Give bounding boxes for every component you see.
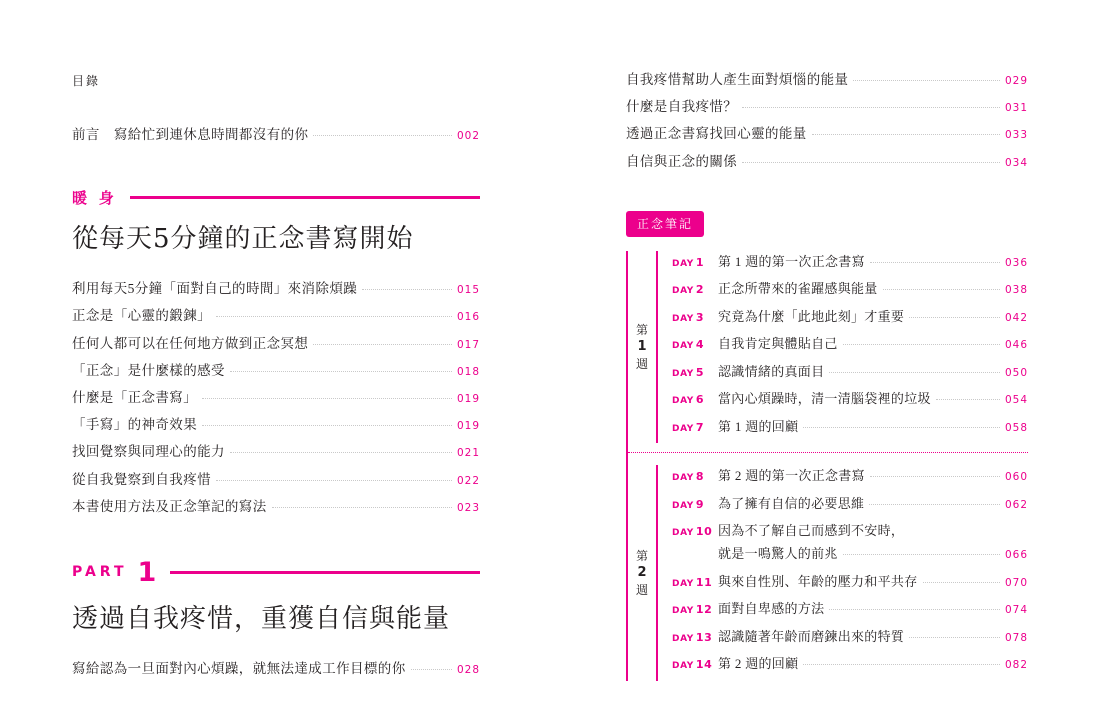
toc-entry-text: 第 2 週的第一次正念書寫 — [718, 468, 865, 484]
toc-entry-text: 自我肯定與體貼自己 — [718, 336, 838, 352]
toc-entry-text-line2: 就是一鳴驚人的前兆 — [718, 546, 838, 562]
week-1-rows — [658, 251, 1028, 444]
list-item[interactable] — [72, 281, 480, 297]
toc-entry-text: 面對自卑感的方法 — [718, 601, 825, 617]
weeks-list — [626, 251, 1028, 681]
toc-entry-page: 017 — [456, 338, 480, 351]
list-item[interactable] — [672, 333, 1028, 352]
list-item[interactable] — [672, 306, 1028, 325]
day-word: DAY — [672, 473, 694, 484]
day-tag — [672, 338, 718, 351]
list-item[interactable] — [672, 653, 1028, 672]
toc-entry-text: 第 1 週的第一次正念書寫 — [718, 253, 865, 269]
toc-entry-text: 什麼是自我疼惜？ — [626, 99, 738, 115]
toc-entry-text: 為了擁有自信的必要思維 — [718, 495, 865, 511]
day-word: DAY — [672, 633, 694, 644]
leader-dots — [870, 262, 1000, 263]
leader-dots — [411, 669, 452, 670]
toc-entry-page: 016 — [456, 311, 480, 324]
day-number: 10 — [695, 525, 713, 539]
toc-entry-page: 050 — [1004, 366, 1028, 379]
toc-entry-page: 015 — [456, 284, 480, 297]
day-number: 14 — [695, 658, 713, 672]
day-tag — [672, 366, 718, 379]
day-tag — [672, 525, 718, 538]
day-word: DAY — [672, 606, 694, 617]
week-2-rows — [658, 465, 1028, 681]
day-number: 2 — [695, 283, 705, 297]
list-item[interactable] — [626, 99, 1028, 115]
day-number: 6 — [695, 393, 705, 407]
list-item[interactable] — [626, 126, 1028, 142]
status-badge: 正念筆記 — [626, 211, 704, 237]
day-tag — [672, 658, 718, 671]
toc-entry-text: 本書使用方法及正念筆記的寫法 — [72, 498, 267, 514]
week-2-number: 2 — [637, 565, 647, 581]
leader-dots — [216, 316, 452, 317]
toc-entry-text: 認識隨著年齡而磨鍊出來的特質 — [718, 628, 905, 644]
toc-entry-page: 022 — [456, 474, 480, 487]
toc-entry-page: 033 — [1004, 129, 1028, 142]
day-number: 3 — [695, 310, 705, 324]
toc-entry-text: 透過正念書寫找回心靈的能量 — [626, 126, 807, 142]
warmup-kicker-rule — [130, 196, 480, 199]
list-item[interactable] — [72, 390, 480, 406]
toc-entry-page: 066 — [1004, 549, 1028, 562]
toc-entry-page: 034 — [1004, 156, 1028, 169]
toc-entry-page: 019 — [456, 392, 480, 405]
toc-entry-preface-page: 002 — [456, 130, 480, 142]
leader-dots — [909, 637, 1000, 638]
leader-dots — [803, 664, 1000, 665]
leader-dots — [202, 425, 452, 426]
toc-entry-text: 從自我覺察到自我疼惜 — [72, 471, 211, 487]
toc-entry-page: 036 — [1004, 256, 1028, 269]
list-item[interactable] — [672, 465, 1028, 484]
list-item[interactable] — [72, 661, 480, 677]
leader-dots — [909, 317, 1000, 318]
leader-dots — [853, 80, 1000, 81]
day-word: DAY — [672, 396, 694, 407]
day-tag — [672, 311, 718, 324]
toc-entry-page: 060 — [1004, 471, 1028, 484]
list-item[interactable] — [672, 361, 1028, 380]
day-number: 8 — [695, 470, 705, 484]
toc-entry-page: 019 — [456, 420, 480, 433]
list-item[interactable] — [626, 154, 1028, 170]
leader-dots — [936, 399, 1000, 400]
leader-dots — [869, 504, 1000, 505]
week-1-label — [628, 251, 658, 444]
week-2-label — [628, 465, 658, 681]
leader-dots — [843, 554, 1000, 555]
toc-entry-text: 利用每天5分鐘「面對自己的時間」來消除煩躁 — [72, 281, 358, 297]
toc-entry-page: 082 — [1004, 659, 1028, 672]
day-number: 13 — [695, 630, 713, 644]
week-2-label-bottom: 週 — [635, 582, 648, 597]
toc-entry-text: 任何人都可以在任何地方做到正念冥想 — [72, 335, 309, 351]
leader-dots — [230, 371, 452, 372]
day-tag — [672, 393, 718, 406]
day-tag — [672, 603, 718, 616]
toc-entry-page: 028 — [456, 663, 480, 676]
list-item[interactable] — [672, 520, 1028, 562]
preface-text: 寫給忙到連休息時間都沒有的你 — [113, 127, 309, 142]
day-number: 5 — [695, 365, 705, 379]
day-number: 1 — [695, 255, 705, 269]
leader-dots — [362, 289, 452, 290]
day-tag — [672, 631, 718, 644]
list-item[interactable] — [672, 416, 1028, 435]
day-word: DAY — [672, 528, 694, 539]
toc-entry-text: 自信與正念的關係 — [626, 153, 738, 169]
week-block-1 — [628, 251, 1028, 444]
toc-entry-text: 究竟為什麼「此地此刻」才重要 — [718, 308, 905, 324]
day-tag — [672, 421, 718, 434]
toc-entry-page: 021 — [456, 447, 480, 460]
week-2-label-top: 第 — [635, 549, 648, 564]
day-word: DAY — [672, 368, 694, 379]
toc-entry-text: 第 1 週的回顧 — [718, 418, 799, 434]
warmup-kicker — [72, 187, 480, 208]
list-item[interactable] — [72, 444, 480, 460]
toc-entry-page: 023 — [456, 501, 480, 514]
toc-entry-preface-text — [72, 127, 308, 143]
part1-title: 透過自我疼惜，重獲自信與能量 — [72, 603, 451, 634]
day-number: 4 — [695, 338, 705, 352]
list-item[interactable] — [672, 388, 1028, 407]
day-number: 11 — [695, 575, 713, 589]
day-tag — [672, 470, 718, 483]
day-number: 12 — [695, 603, 713, 617]
toc-entry-text: 正念是「心靈的鍛鍊」 — [72, 308, 211, 324]
day-word: DAY — [672, 578, 694, 589]
list-item[interactable] — [672, 251, 1028, 270]
list-item[interactable] — [72, 308, 480, 324]
leader-dots — [812, 134, 1000, 135]
toc-entry-text: 第 2 週的回顧 — [718, 656, 799, 672]
part1-word: PART — [72, 564, 128, 581]
toc-entry-text: 與來自性別、年齡的壓力和平共存 — [718, 573, 918, 589]
leader-dots — [843, 344, 1000, 345]
day-number: 7 — [695, 420, 705, 434]
day-word: DAY — [672, 661, 694, 672]
toc-entry-text: 認識情緒的真面目 — [718, 363, 825, 379]
toc-entry-page: 038 — [1004, 284, 1028, 297]
toc-entry-text: 「正念」是什麼樣的感受 — [72, 362, 225, 378]
part1-kicker — [72, 556, 480, 588]
toc-entry-page: 070 — [1004, 576, 1028, 589]
toc-entry-text: 當內心煩躁時，清一清腦袋裡的垃圾 — [718, 391, 931, 407]
part1-number: 1 — [137, 556, 157, 588]
week-1-label-top: 第 — [635, 323, 648, 338]
leader-dots — [742, 107, 1000, 108]
toc-entry-page: 046 — [1004, 339, 1028, 352]
leader-dots — [803, 427, 1000, 428]
toc-entry-page: 018 — [456, 365, 480, 378]
day-tag — [672, 256, 718, 269]
day-word: DAY — [672, 341, 694, 352]
leader-dots — [742, 162, 1000, 163]
list-item[interactable] — [626, 72, 1028, 88]
toc-entry-page: 042 — [1004, 311, 1028, 324]
preface-label: 前言 — [72, 127, 100, 142]
day-tag — [672, 576, 718, 589]
toc-entry-text: 什麼是「正念書寫」 — [72, 389, 198, 405]
toc-entry-text: 「手寫」的神奇效果 — [72, 417, 198, 433]
day-tag — [672, 283, 718, 296]
leader-dots — [272, 507, 452, 508]
toc-entry-page: 054 — [1004, 394, 1028, 407]
leader-dots — [829, 372, 1000, 373]
toc-entry-page: 058 — [1004, 421, 1028, 434]
week-block-2 — [628, 465, 1028, 681]
toc-entry-preface[interactable] — [72, 127, 480, 143]
day-word: DAY — [672, 423, 694, 434]
leader-dots — [230, 452, 452, 453]
list-item[interactable] — [72, 499, 480, 515]
list-item[interactable] — [672, 571, 1028, 590]
leader-dots — [829, 609, 1000, 610]
leader-dots — [216, 480, 452, 481]
toc-entry-page: 074 — [1004, 604, 1028, 617]
day-number: 9 — [695, 497, 705, 511]
day-word: DAY — [672, 500, 694, 511]
list-item[interactable] — [72, 363, 480, 379]
list-item[interactable] — [72, 472, 480, 488]
leader-dots — [313, 135, 452, 136]
list-item[interactable] — [672, 626, 1028, 645]
list-item[interactable] — [672, 493, 1028, 512]
day-word: DAY — [672, 313, 694, 324]
week-1-label-bottom: 週 — [635, 356, 648, 371]
toc-entry-text: 寫給認為一旦面對內心煩躁，就無法達成工作目標的你 — [72, 660, 406, 676]
leader-dots — [870, 476, 1000, 477]
toc-entry-page: 031 — [1004, 102, 1028, 115]
leader-dots — [923, 582, 1000, 583]
list-item[interactable] — [672, 278, 1028, 297]
week-1-number: 1 — [637, 339, 647, 355]
divider — [628, 452, 1028, 453]
toc-entry-page: 029 — [1004, 75, 1028, 87]
day-tag — [672, 498, 718, 511]
day-word: DAY — [672, 286, 694, 297]
leader-dots — [313, 344, 452, 345]
toc-entry-text: 找回覺察與同理心的能力 — [72, 444, 225, 460]
warmup-kicker-label: 暖 身 — [72, 191, 118, 208]
list-item[interactable] — [672, 598, 1028, 617]
list-item[interactable] — [72, 417, 480, 433]
leader-dots — [202, 398, 452, 399]
toc-entry-page: 062 — [1004, 498, 1028, 511]
warmup-title: 從每天5分鐘的正念書寫開始 — [72, 224, 414, 255]
list-item[interactable] — [72, 336, 480, 352]
leader-dots — [883, 289, 1000, 290]
toc-entry-text: 自我疼惜幫助人產生面對煩惱的能量 — [626, 72, 849, 87]
day-word: DAY — [672, 258, 694, 269]
toc-entry-text: 因為不了解自己而感到不安時， — [718, 523, 905, 539]
part1-kicker-rule — [170, 571, 480, 574]
right-page — [550, 0, 1100, 706]
page-title: 目錄 — [72, 74, 101, 88]
toc-entry-text: 正念所帶來的雀躍感與能量 — [718, 281, 878, 297]
toc-entry-page: 078 — [1004, 631, 1028, 644]
